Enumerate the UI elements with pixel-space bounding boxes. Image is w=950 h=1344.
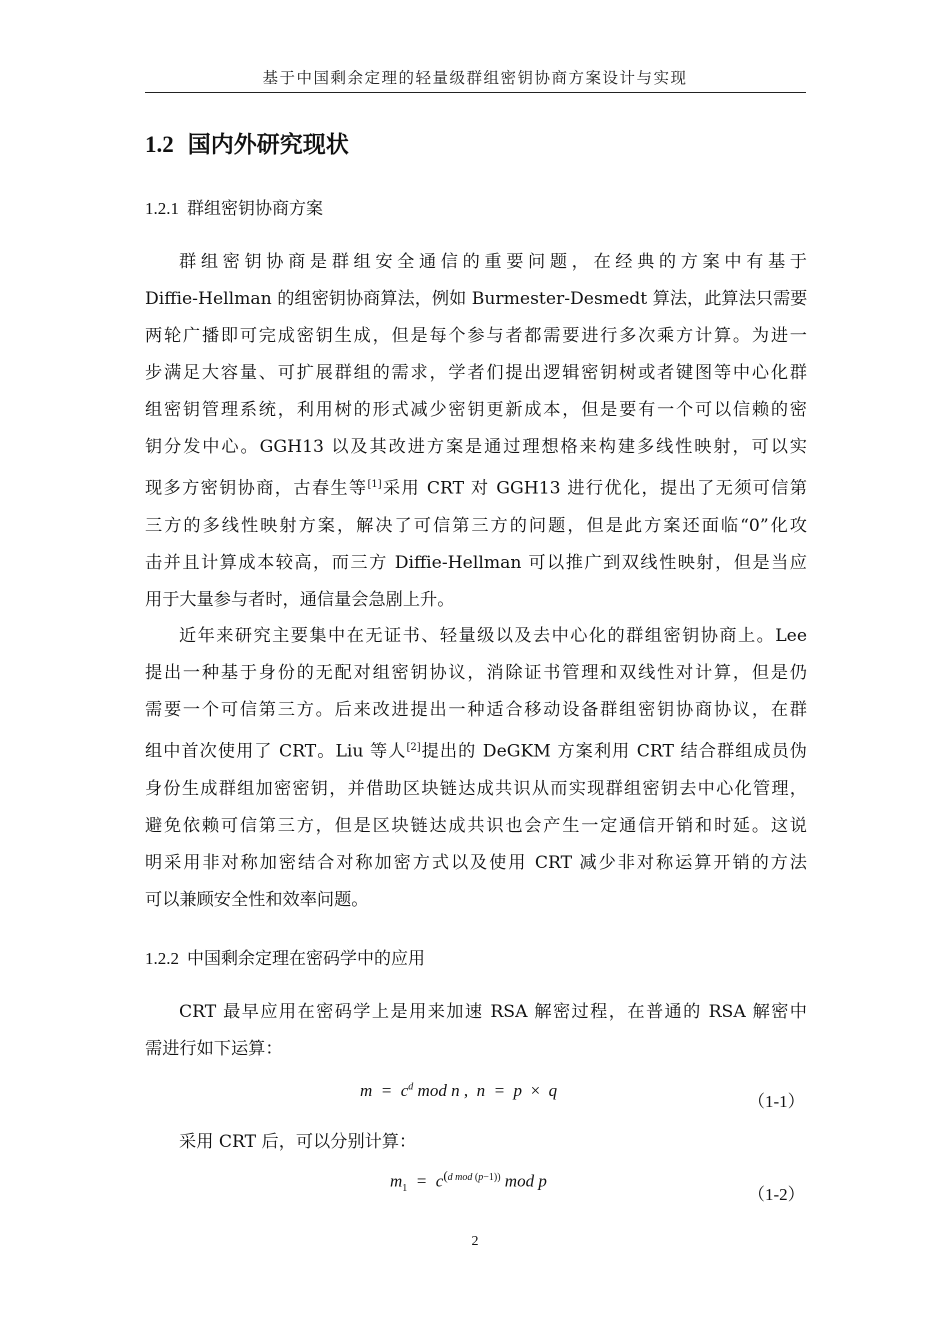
citation-1[interactable]: [1] [367, 479, 382, 490]
text-line: 避免依赖可信第三方，但是区块链达成共识也会产生一定通信开销和时延。这说 [145, 815, 807, 836]
text-line: 组密钥管理系统，利用树的形式减少密钥更新成本，但是要有一个可以信赖的密 [145, 400, 807, 420]
text-run: 现多方密钥协商，古春生等 [145, 478, 368, 499]
text-line: 击并且计算成本较高，而三方 Diffie-Hellman 可以推广到双线性映射，但是当应 [145, 552, 807, 573]
text-line: 用于大量参与者时，通信量会急剧上升。 [145, 589, 455, 610]
text-line: 近年来研究主要集中在无证书、轻量级以及去中心化的群组密钥协商上。Lee [179, 626, 807, 646]
text-run: 采用 CRT 对 GGH13 进行优化，提出了无须可信第 [381, 478, 807, 499]
subsection-number: 1.2.2 [145, 949, 179, 968]
running-header: 基于中国剩余定理的轻量级群组密钥协商方案设计与实现 [262, 69, 688, 87]
text-line [145, 729, 807, 771]
text-line: 两轮广播即可完成密钥生成，但是每个参与者都需要进行多次乘方计算。为进一 [145, 326, 807, 346]
subsection-number: 1.2.1 [145, 199, 179, 218]
paragraph-2 [145, 618, 807, 919]
equation-number: （1-1） [748, 1092, 805, 1111]
text-line: Diffie-Hellman 的组密钥协商算法，例如 Burmester-Desmedt 算法，此算法只需要 [145, 289, 808, 309]
paragraph-4 [145, 1124, 807, 1161]
text-line: 三方的多线性映射方案，解决了可信第三方的问题，但是此方案还面临“0”化攻 [145, 515, 807, 536]
text-run: 提出的 DeGKM 方案利用 CRT 结合群组成员伪 [420, 741, 807, 762]
subsection-heading-1 [145, 194, 323, 219]
equation-1-1: $m = c^d$ mod n , n = p × q [360, 1081, 558, 1100]
subsection-heading-2 [145, 944, 425, 969]
paragraph-3 [145, 994, 807, 1068]
text-line: 群组密钥协商是群组安全通信的重要问题，在经典的方案中有基于 [179, 252, 807, 272]
text-line [145, 466, 807, 508]
subsection-title: 群组密钥协商方案 [187, 199, 323, 219]
text-line: 采用 CRT 后，可以分别计算： [179, 1132, 417, 1152]
text-line: CRT 最早应用在密码学上是用来加速 RSA 解密过程，在普通的 RSA 解密中 [179, 1002, 807, 1022]
text-line: 提出一种基于身份的无配对组密钥协议，消除证书管理和双线性对计算，但是仍 [145, 663, 807, 683]
text-line: 需要一个可信第三方。后来改进提出一种适合移动设备群组密钥协商协议，在群 [145, 700, 807, 720]
subsection-title: 中国剩余定理在密码学中的应用 [187, 949, 425, 969]
citation-2[interactable]: [2] [406, 742, 421, 753]
text-line: 明采用非对称加密结合对称加密方式以及使用 CRT 减少非对称运算开销的方法 [145, 852, 807, 873]
text-line: 可以兼顾安全性和效率问题。 [145, 889, 369, 910]
text-line: 钥分发中心。GGH13 以及其改进方案是通过理想格来构建多线性映射，可以实 [145, 437, 807, 457]
text-line: 身份生成群组加密密钥，并借助区块链达成共识从而实现群组密钥去中心化管理， [145, 778, 807, 799]
section-number: 1.2 [145, 132, 174, 157]
equation-1-2: $m_1 = c^{(d mod (p-1))}$ mod p [390, 1168, 547, 1195]
section-heading [145, 126, 349, 159]
equation-number: （1-2） [748, 1185, 805, 1204]
text-line: 步满足大容量、可扩展群组的需求，学者们提出逻辑密钥树或者键图等中心化群 [145, 363, 807, 383]
text-line: 需进行如下运算： [145, 1039, 283, 1059]
header-rule [145, 92, 806, 93]
paragraph-1 [145, 244, 807, 619]
section-title: 国内外研究现状 [187, 131, 349, 158]
page-number: 2 [471, 1234, 479, 1249]
text-run: 组中首次使用了 CRT。Liu 等人 [145, 741, 407, 762]
